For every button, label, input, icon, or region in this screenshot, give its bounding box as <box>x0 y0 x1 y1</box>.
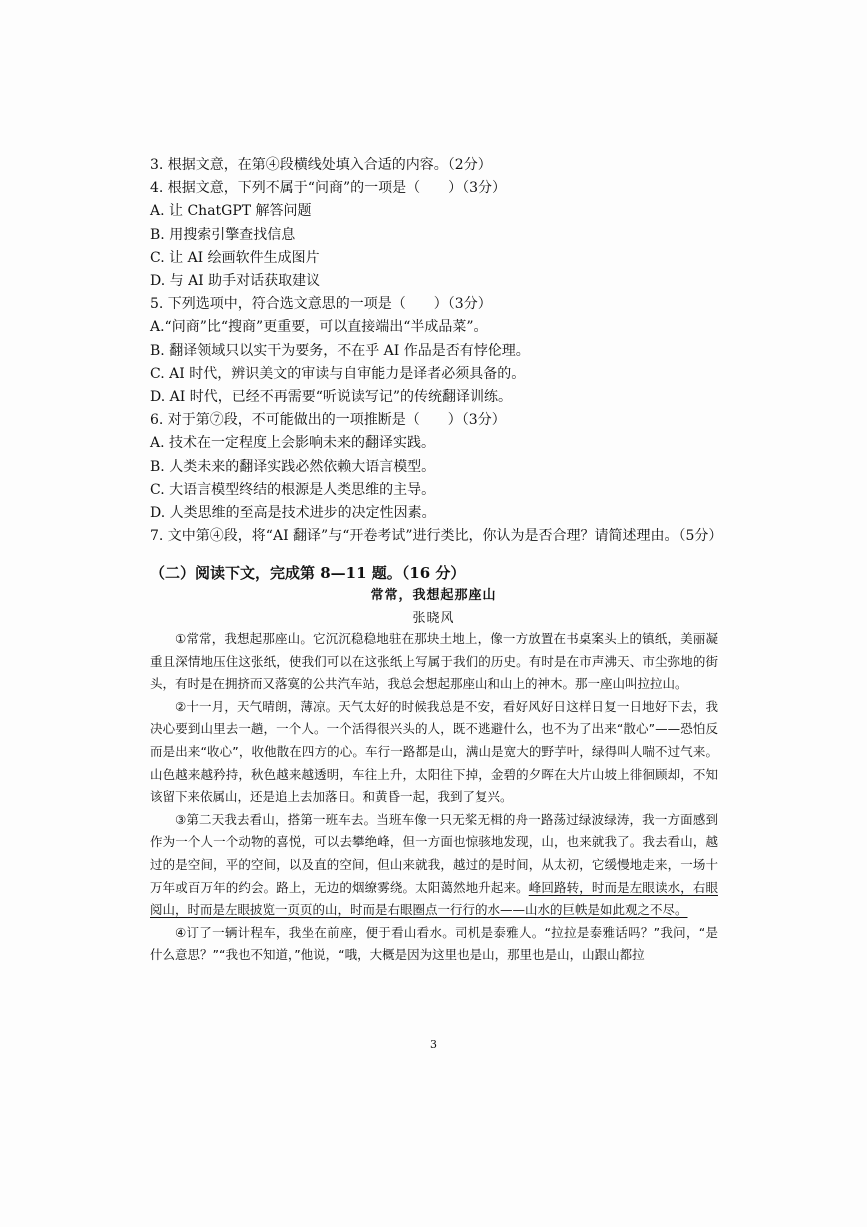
question-5-option-a: A.“问商”比“搜商”更重要，可以直接端出“半成品菜”。 <box>150 319 488 336</box>
paragraph-3 <box>150 809 718 922</box>
question-6: 6. 对于第⑦段，不可能做出的一项推断是（ ）（3分） <box>150 412 506 429</box>
question-5-option-d: D. AI 时代，已经不再需要“听说读写记”的传统翻译训练。 <box>150 389 513 406</box>
page-number: 3 <box>430 1038 437 1051</box>
underlined-sentence: 峰回路转，时而是左眼读水，右眼阅山，时而是左眼披览一页页的山，时而是右眼圈点一行行的水——山水的巨帙是如此观之不尽。 <box>150 879 718 918</box>
question-6-option-c: C. 大语言模型终结的根源是人类思维的主导。 <box>150 481 436 498</box>
paragraph-1: ①常常，我想起那座山。它沉沉稳稳地驻在那块土地上，像一方放置在书桌案头上的镇纸，美丽凝重且深情地压住这张纸，使我们可以在这张纸上写属于我们的历史。有时是在市声沸天、市尘弥地的街头，有时是在拥挤而又落寞的公共汽车站，我总会想起那座山和山上的神木。那一座山叫拉拉山。 <box>150 631 718 692</box>
question-6-option-a: A. 技术在一定程度上会影响未来的翻译实践。 <box>150 435 436 452</box>
article-title: 常常，我想起那座山 <box>370 588 497 603</box>
paragraph-3-text: ③第二天我去看山，搭第一班车去。当班车像一只无桨无楫的舟一路荡过绿波绿涛，我一方面感到作为一个人一个动物的喜悦，可以去攀绝峰，但一方面也惊骇地发现，山，也来就我了。我去看山，越过的是空间，平的空间，以及直的空间，但山来就我，越过的是时间，从太初，它缓慢地走来，一场十万年或百万年的约会。路上，无边的烟缭雾绕。太阳蔼然地升起来。 <box>150 811 718 895</box>
paragraph-4: ④订了一辆计程车，我坐在前座，便于看山看水。司机是泰雅人。“拉拉是泰雅话吗？”我问，“是什么意思？”“我也不知道，”他说，“哦，大概是因为这里也是山，那里也是山，山跟山都拉 <box>150 924 718 963</box>
question-5-option-b: B. 翻译领域只以实干为要务，不在乎 AI 作品是否有悖伦理。 <box>150 342 530 359</box>
question-4-option-a: A. 让 ChatGPT 解答问题 <box>150 203 312 220</box>
article-body <box>150 628 718 967</box>
question-5-option-c: C. AI 时代，辨识美文的审读与自审能力是译者必须具备的。 <box>150 365 526 382</box>
question-4-option-c: C. 让 AI 绘画软件生成图片 <box>150 249 320 266</box>
question-4-option-d: D. 与 AI 助手对话获取建议 <box>150 273 321 290</box>
question-6-option-b: B. 人类未来的翻译实践必然依赖大语言模型。 <box>150 458 436 475</box>
question-block <box>150 154 750 548</box>
article-author: 张晓风 <box>412 611 455 626</box>
section-heading: （二）阅读下文，完成第 8—11 题。（16 分） <box>150 564 466 582</box>
question-6-option-d: D. 人类思维的至高是技术进步的决定性因素。 <box>150 505 436 522</box>
question-5: 5. 下列选项中，符合选文意思的一项是（ ）（3分） <box>150 296 492 313</box>
question-4: 4. 根据文意，下列不属于“问商”的一项是（ ）（3分） <box>150 180 507 197</box>
question-7: 7. 文中第④段，将“AI 翻译”与“开卷考试”进行类比，你认为是否合理？请简述理由。（5分） <box>150 528 723 545</box>
paragraph-2: ②十一月，天气晴朗，薄凉。天气太好的时候我总是不安，看好风好日这样日复一日地好下去，我决心要到山里去一趟，一个人。一个活得很兴头的人，既不逃避什么，也不为了出来“散心”——恐怕反而是出来“收心”，收他散在四方的心。车行一路都是山，满山是宽大的野芋叶，绿得叫人喘不过气来。山色越来越矜持，秋色越来越透明，车往上升，太阳往下掉，金碧的夕晖在大片山坡上徘徊顾却，不知该留下来依属山，还是追上去加落日。和黄昏一起，我到了复兴。 <box>150 698 718 805</box>
question-4-option-b: B. 用搜索引擎查找信息 <box>150 226 296 243</box>
question-3: 3. 根据文意，在第④段横线处填入合适的内容。（2分） <box>150 157 492 173</box>
